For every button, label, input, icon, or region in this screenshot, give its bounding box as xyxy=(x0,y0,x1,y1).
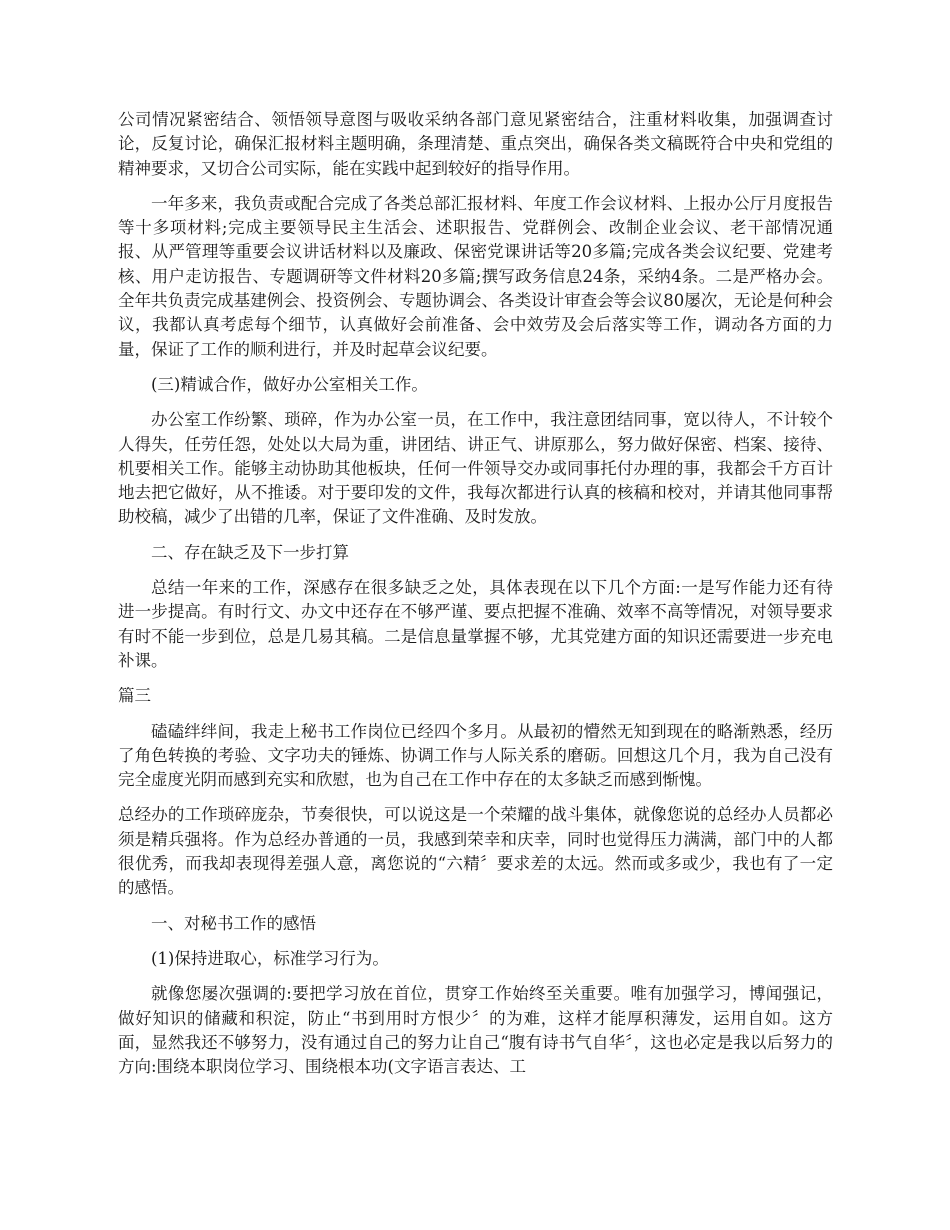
article-heading: 篇三 xyxy=(118,686,151,706)
document-page xyxy=(118,108,833,1090)
paragraph-9: 总经办的工作琐碎庞杂，节奏很快，可以说这是一个荣耀的战斗集体，就像您说的总经办人员都必须是精兵强将。作为总经办普通的一员，我感到荣幸和庆幸，同时也觉得压力满满，部门中的人都很优秀，而我却表现得差强人意，离您说的“六精〞要求差的太远。然而或多或少，我也有了一定的感悟。 xyxy=(118,805,833,898)
section-heading-1: 一、对秘书工作的感悟 xyxy=(151,913,316,933)
paragraph-6: 总结一年来的工作，深感存在很多缺乏之处，具体表现在以下几个方面:一是写作能力还有待进一步提高。有时行文、办文中还存在不够严谨、要点把握不准确、效率不高等情况，对领导要求有时不能一步到位，总是几易其稿。二是信息量掌握不够，尤其党建方面的知识还需要进一步充电补课。 xyxy=(118,578,833,670)
paragraph-4: 办公室工作纷繁、琐碎，作为办公室一员，在工作中，我注意团结同事，宽以待人，不计较个人得失，任劳任怨，处处以大局为重，讲团结、讲正气、讲原那么，努力做好保密、档案、接待、机要相关工作。能够主动协助其他板块，任何一件领导交办或同事托付办理的事，我都会千方百计地去把它做好，从不推诿。对于要印发的文件，我每次都进行认真的核稿和校对，并请其他同事帮助校稿，减少了出错的几率，保证了文件准确、及时发放。 xyxy=(118,410,833,527)
section-heading-3: (三)精诚合作，做好办公室相关工作。 xyxy=(151,374,428,394)
subsection-heading-1: (1)保持进取心，标准学习行为。 xyxy=(151,948,389,968)
paragraph-1: 公司情况紧密结合、领悟领导意图与吸收采纳各部门意见紧密结合，注重材料收集，加强调查讨论，反复讨论，确保汇报材料主题明确，条理清楚、重点突出，确保各类文稿既符合中央和党组的精神要求，又切合公司实际，能在实践中起到较好的指导作用。 xyxy=(118,110,833,178)
paragraph-12: 就像您屡次强调的:要把学习放在首位，贯穿工作始终至关重要。唯有加强学习，博闻强记，做好知识的储藏和积淀，防止“书到用时方恨少〞的为难，这样才能厚积薄发，运用自如。这方面，显然我还不够努力，没有通过自己的努力让自己“腹有诗书气自华〞，这也必定是我以后努力的方向:围绕本职岗位学习、围绕根本功(文字语言表达、工 xyxy=(118,984,833,1077)
section-heading-2: 二、存在缺乏及下一步打算 xyxy=(151,542,349,562)
paragraph-2: 一年多来，我负责或配合完成了各类总部汇报材料、年度工作会议材料、上报办公厅月度报告等十多项材料;完成主要领导民主生活会、述职报告、党群例会、改制企业会议、老干部情况通报、从严管理等重要会议讲话材料以及廉政、保密党课讲话等20多篇;完成各类会议纪要、党建考核、用户走访报告、专题调研等文件材料20多篇;撰写政务信息24条，采纳4条。二是严格办会。全年共负责完成基建例会、投资例会、专题协调会、各类设计审查会等会议80屡次，无论是何种会议，我都认真考虑每个细节，认真做好会前准备、会中效劳及会后落实等工作，调动各方面的力量，保证了工作的顺利进行，并及时起草会议纪要。 xyxy=(118,193,833,359)
paragraph-8: 磕磕绊绊间，我走上秘书工作岗位已经四个多月。从最初的懵然无知到现在的略渐熟悉，经历了角色转换的考验、文字功夫的锤炼、协调工作与人际关系的磨砺。回想这几个月，我为自己没有完全虚度光阴而感到充实和欣慰，也为自己在工作中存在的太多缺乏而感到惭愧。 xyxy=(118,721,833,790)
